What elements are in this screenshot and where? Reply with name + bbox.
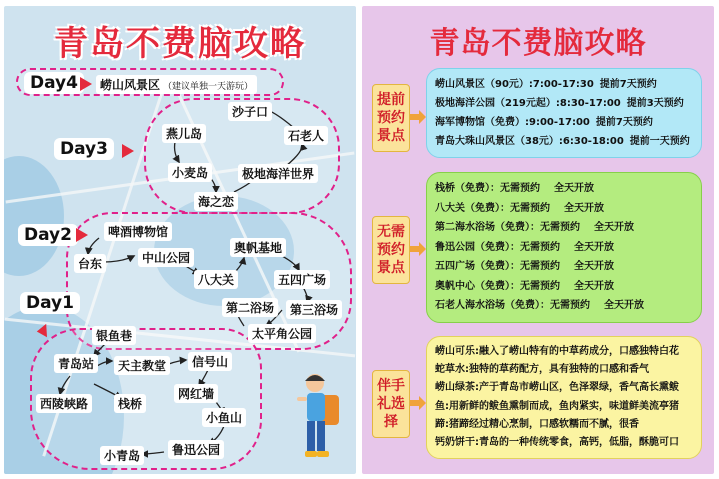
- spot-xilingxia-road: 西陵峡路: [36, 394, 92, 413]
- free-row: 栈桥（免费）：无需预约 全天开放: [435, 183, 594, 194]
- arrow-right-icon: [410, 396, 426, 410]
- gift-line: 蹄:猪蹄经过精心烹制，口感软糯而不腻，很香: [435, 418, 639, 430]
- spot-beer-museum: 啤酒博物馆: [104, 222, 172, 241]
- spot-catholic-church: 天主教堂: [114, 356, 170, 375]
- day3-arrow-icon: [122, 144, 134, 158]
- spot-zhanqiao: 栈桥: [114, 394, 146, 413]
- reserve-row: 极地海洋公园（219元起）:8:30-17:00 提前3天预约: [435, 98, 684, 109]
- spot-name: 崂山风景区: [100, 78, 161, 92]
- reserve-row: 海军博物馆（免费）:9:00-17:00 提前7天预约: [435, 117, 653, 128]
- reserve-row: 崂山风景区（90元）:7:00-17:30 提前7天预约: [435, 79, 657, 90]
- spot-xiaomaidao: 小麦岛: [168, 163, 212, 182]
- map-panel: [4, 6, 356, 474]
- gift-line: 蛇草水:独特的草药配方，具有独特的口感和香气: [435, 364, 649, 376]
- free-row: 八大关（免费）：无需预约 全天开放: [435, 202, 604, 214]
- spot-xiaoqingdao: 小青岛: [100, 446, 144, 465]
- reserve-row: 青岛大珠山风景区（38元）:6:30-18:00 提前一天预约: [435, 136, 690, 147]
- reserve-box: [426, 68, 702, 158]
- spot-taidong: 台东: [74, 254, 106, 273]
- gift-category-label: 伴手礼选择: [372, 370, 410, 438]
- arrow-right-icon: [410, 110, 426, 124]
- spot-wanghong-wall: 网红墙: [174, 384, 218, 403]
- day4-label: Day4: [24, 72, 84, 94]
- spot-note: （建议单独一天游玩）: [163, 82, 254, 92]
- spot-polar-ocean-world: 极地海洋世界: [238, 164, 318, 183]
- spot-qingdao-station: 青岛站: [54, 354, 98, 373]
- spot-haizhilian: 海之恋: [194, 192, 238, 211]
- spot-yanerdao: 燕儿岛: [162, 124, 206, 143]
- spot-may-fourth-square: 五四广场: [274, 270, 330, 289]
- traveler-illustration: [289, 371, 349, 467]
- gift-line: 钙奶饼干:青岛的一种传统零食，高钙，低脂，酥脆可口: [435, 437, 679, 449]
- day1-arrow-icon: [36, 324, 52, 340]
- arrow-right-icon: [410, 242, 426, 256]
- day4-arrow-icon: [80, 77, 92, 91]
- free-row: 鲁迅公园（免费）：无需预约 全天开放: [435, 241, 614, 253]
- spot-third-beach: 第三浴场: [286, 300, 342, 319]
- spot-olympic-sailing: 奥帆基地: [230, 238, 286, 257]
- free-row: 奥帆中心（免费）：无需预约 全天开放: [435, 280, 614, 292]
- info-panel: [362, 6, 714, 474]
- spot-xinhaoshan: 信号山: [188, 352, 232, 371]
- gift-box: [426, 336, 702, 459]
- gift-line: 鱼:用新鲜的鲅鱼熏制而成，鱼肉紧实，味道鲜美流亭猪: [435, 400, 679, 412]
- gift-line: 崂山绿茶:产于青岛市崂山区，色泽翠绿，香气高长熏鲅: [435, 382, 679, 394]
- spot-luxun-park: 鲁迅公园: [168, 440, 224, 459]
- page-title: 青岛不费脑攻略: [54, 24, 306, 64]
- day1-label: Day1: [20, 292, 80, 314]
- day3-label: Day3: [54, 138, 114, 160]
- spot-shazikou: 沙子口: [228, 102, 272, 121]
- gift-line: 崂山可乐:融入了崂山特有的中草药成分，口感独特白花: [435, 346, 679, 357]
- spot-taipingjiao-park: 太平角公园: [248, 324, 316, 343]
- free-row: 石老人海水浴场（免费）：无需预约 全天开放: [435, 300, 644, 311]
- day2-arrow-icon: [76, 228, 88, 242]
- spot-yinyuxiang: 银鱼巷: [92, 326, 136, 345]
- reserve-category-label: 提前预约景点: [372, 84, 410, 152]
- free-row: 五四广场（免费）：无需预约 全天开放: [435, 261, 614, 272]
- spot-shilaoren: 石老人: [284, 126, 328, 145]
- spot-laoshan: [96, 75, 257, 94]
- spot-xiaoyushan: 小鱼山: [202, 408, 246, 427]
- spot-badaguan: 八大关: [194, 270, 238, 289]
- free-box: [426, 172, 702, 323]
- spot-second-beach: 第二浴场: [222, 298, 278, 317]
- day2-label: Day2: [18, 224, 78, 246]
- free-row: 第二海水浴场（免费）：无需预约 全天开放: [435, 222, 634, 233]
- free-category-label: 无需预约景点: [372, 216, 410, 284]
- info-title: 青岛不费脑攻略: [429, 26, 647, 61]
- spot-zhongshan-park: 中山公园: [138, 248, 194, 267]
